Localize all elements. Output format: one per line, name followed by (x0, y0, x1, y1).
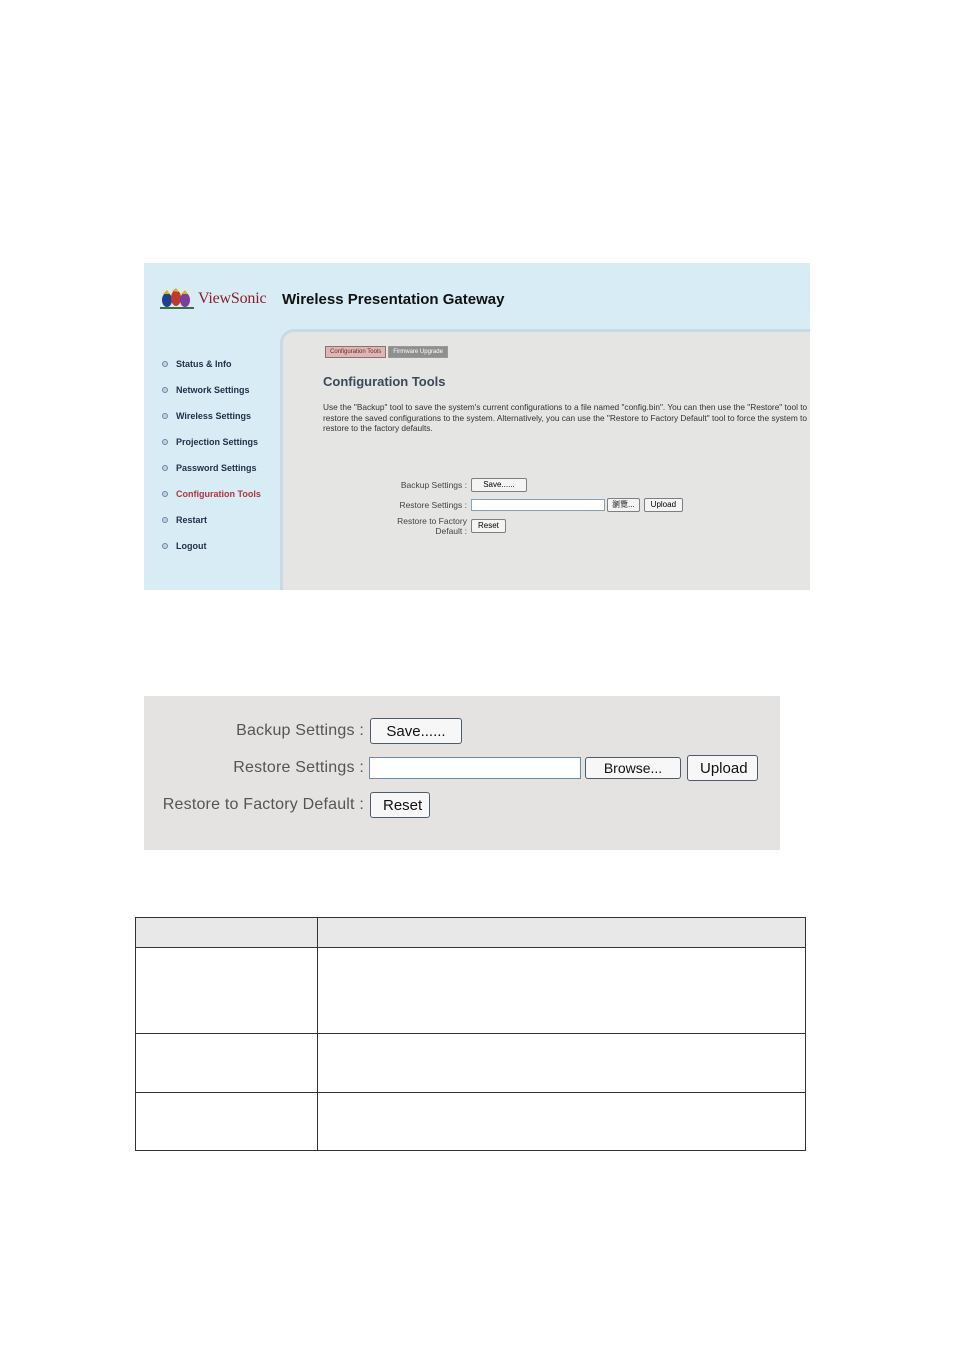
restore-label: Restore Settings : (399, 500, 467, 510)
table-cell (318, 1034, 806, 1093)
bullet-icon (162, 361, 168, 367)
brand-name: ViewSonic (198, 290, 267, 307)
table-header-cell (318, 918, 806, 948)
page-description: Use the "Backup" tool to save the system's current configurations to a file named "config.bin". You can then use the "Restore" tool to restore the saved configurations to the system. Alternatively, you can use the "Restore to Factory Default" tool to force the system to restore to the factory defaults. (323, 402, 808, 433)
app-title: Wireless Presentation Gateway (282, 291, 505, 308)
table-cell (318, 948, 806, 1034)
bullet-icon (162, 387, 168, 393)
bullet-icon (162, 543, 168, 549)
save-button[interactable]: Save...... (471, 478, 527, 492)
table-cell (318, 1093, 806, 1151)
closeup-upload-button[interactable]: Upload (687, 755, 758, 781)
restore-row (343, 498, 683, 512)
closeup-factory-row (144, 792, 430, 818)
table-row (136, 948, 806, 1034)
table-row (136, 1034, 806, 1093)
bullet-icon (162, 517, 168, 523)
table-cell (136, 1034, 318, 1093)
sidebar-item-status-info[interactable] (162, 351, 282, 377)
sidebar-item-label: Password Settings (176, 463, 257, 473)
bullet-icon (162, 491, 168, 497)
table-cell (136, 948, 318, 1034)
factory-reset-label-line1: Restore to Factory (397, 516, 467, 526)
table-cell (136, 1093, 318, 1151)
sidebar-item-projection-settings[interactable] (162, 429, 282, 455)
tab-firmware-upgrade[interactable]: Firmware Upgrade (388, 346, 448, 358)
sidebar-item-label: Projection Settings (176, 437, 259, 447)
sidebar-item-logout[interactable] (162, 533, 282, 559)
sidebar-item-wireless-settings[interactable] (162, 403, 282, 429)
closeup-restore-row (144, 755, 758, 781)
settings-closeup-screenshot (144, 696, 780, 850)
sidebar-item-configuration-tools[interactable] (162, 481, 282, 507)
tab-configuration-tools[interactable]: Configuration Tools (325, 346, 386, 358)
page-title: Configuration Tools (323, 374, 446, 389)
factory-reset-label (343, 516, 467, 536)
restore-file-input[interactable] (471, 499, 605, 511)
table-row (136, 1093, 806, 1151)
sidebar-item-label: Restart (176, 515, 208, 525)
subtab-bar (325, 346, 448, 358)
upload-button[interactable]: Upload (644, 498, 683, 512)
browse-button[interactable]: 瀏覽... (607, 498, 640, 512)
sidebar-item-label: Configuration Tools (176, 489, 261, 499)
birds-logo-icon (160, 288, 196, 310)
closeup-restore-label: Restore Settings : (233, 759, 364, 776)
sidebar-item-restart[interactable] (162, 507, 282, 533)
bullet-icon (162, 465, 168, 471)
closeup-reset-button[interactable]: Reset (370, 792, 430, 818)
parameter-table (135, 917, 806, 1151)
bullet-icon (162, 439, 168, 445)
backup-row (343, 478, 527, 492)
sidebar-item-network-settings[interactable] (162, 377, 282, 403)
backup-label: Backup Settings : (400, 480, 467, 490)
closeup-backup-label: Backup Settings : (236, 722, 364, 739)
sidebar-item-label: Status & Info (176, 359, 232, 369)
closeup-restore-file-input[interactable] (369, 757, 581, 779)
sidebar-nav (162, 351, 282, 559)
closeup-backup-row (144, 718, 462, 744)
bullet-icon (162, 413, 168, 419)
closeup-save-button[interactable]: Save...... (370, 718, 462, 744)
viewsonic-logo (160, 287, 266, 311)
admin-page-screenshot (144, 263, 810, 590)
sidebar-item-label: Network Settings (176, 385, 250, 395)
sidebar-item-password-settings[interactable] (162, 455, 282, 481)
sidebar-item-label: Logout (176, 541, 207, 551)
table-header-row (136, 918, 806, 948)
sidebar-item-label: Wireless Settings (176, 411, 251, 421)
factory-reset-label-line2: Default : (435, 526, 467, 536)
factory-reset-row (343, 516, 506, 536)
closeup-browse-button[interactable]: Browse... (585, 757, 681, 779)
content-panel (280, 329, 810, 590)
reset-button[interactable]: Reset (471, 519, 506, 533)
closeup-factory-label: Restore to Factory Default : (162, 796, 364, 813)
table-header-cell (136, 918, 318, 948)
